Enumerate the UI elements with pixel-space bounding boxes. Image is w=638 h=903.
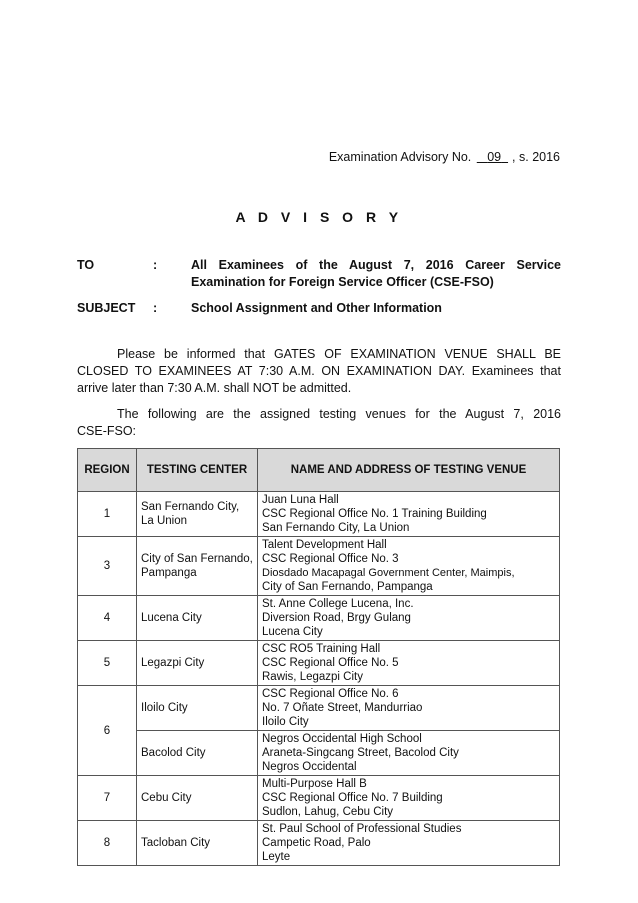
document-title: A D V I S O R Y (235, 209, 403, 225)
cell-line: Lucena City (262, 626, 323, 638)
region-cell: 5 (78, 641, 137, 686)
header-venue: NAME AND ADDRESS OF TESTING VENUE (258, 449, 560, 492)
to-line-2: Examination for Foreign Service Officer (CSE-FSO) (191, 275, 494, 289)
cell-line: Multi-Purpose Hall B (262, 778, 367, 790)
region-cell: 4 (78, 596, 137, 641)
cell-line: San Fernando City, (141, 501, 240, 513)
region-cell: 1 (78, 492, 137, 537)
table-row (78, 731, 560, 776)
cell-line: CSC Regional Office No. 7 Building (262, 792, 443, 804)
subject-label: SUBJECT (77, 301, 136, 315)
cell-line: Negros Occidental (262, 761, 357, 773)
testing-venues-table (77, 448, 560, 866)
advisory-number-line (329, 150, 560, 164)
cell-line: St. Anne College Lucena, Inc. (262, 598, 414, 610)
testing-center-cell (137, 537, 258, 596)
advisory-number: 09 (487, 150, 502, 164)
testing-center-cell (137, 821, 258, 866)
testing-center-cell (137, 641, 258, 686)
gate-closing-paragraph (77, 346, 561, 397)
cell-line: CSC RO5 Training Hall (262, 643, 381, 655)
table-row (78, 596, 560, 641)
testing-center-cell (137, 731, 258, 776)
table-row (78, 686, 560, 731)
testing-center-cell (137, 596, 258, 641)
region-cell: 8 (78, 821, 137, 866)
cell-line: Iloilo City (262, 716, 309, 728)
cell-line: City of San Fernando, Pampanga (262, 581, 433, 593)
cell-line: No. 7 Oñate Street, Mandurriao (262, 702, 423, 714)
testing-center-cell (137, 686, 258, 731)
table-row (78, 492, 560, 537)
venue-cell (258, 641, 560, 686)
cell-line: Juan Luna Hall (262, 494, 339, 506)
cell-line: Talent Development Hall (262, 539, 387, 551)
header-testing-center: TESTING CENTER (137, 449, 258, 492)
cell-line: La Union (141, 515, 188, 527)
cell-line: Lucena City (141, 612, 202, 624)
paragraph-line: The following are the assigned testing venues for the August 7, 2016 (117, 407, 561, 421)
to-value (191, 257, 561, 291)
venue-cell (258, 686, 560, 731)
paragraph-line: arrive later than 7:30 A.M. shall NOT be admitted. (77, 381, 352, 395)
table-row (78, 821, 560, 866)
cell-line: Rawis, Legazpi City (262, 671, 363, 683)
table-row (78, 776, 560, 821)
cell-line: Pampanga (141, 567, 197, 579)
table-row (78, 537, 560, 596)
cell-line: CSC Regional Office No. 5 (262, 657, 399, 669)
cell-line: Campetic Road, Palo (262, 837, 371, 849)
cell-line: CSC Regional Office No. 6 (262, 688, 399, 700)
cell-line: CSC Regional Office No. 3 (262, 553, 399, 565)
advisory-prefix: Examination Advisory No. (328, 150, 472, 164)
cell-line: City of San Fernando, (141, 553, 253, 565)
venue-cell (258, 596, 560, 641)
venue-cell (258, 821, 560, 866)
cell-line: St. Paul School of Professional Studies (262, 823, 462, 835)
cell-line: Bacolod City (141, 747, 206, 759)
subject-colon: : (153, 301, 158, 315)
cell-line: Sudlon, Lahug, Cebu City (262, 806, 394, 818)
venues-intro-paragraph (77, 406, 561, 440)
testing-center-cell (137, 492, 258, 537)
venue-cell (258, 731, 560, 776)
paragraph-line: CLOSED TO EXAMINEES AT 7:30 A.M. ON EXAMINATION DAY. Examinees that (77, 364, 561, 378)
cell-line: Legazpi City (141, 657, 205, 669)
cell-line: Negros Occidental High School (262, 733, 422, 745)
cell-line: Leyte (262, 851, 291, 863)
cell-line: Cebu City (141, 792, 192, 804)
venue-cell (258, 492, 560, 537)
advisory-suffix: , s. 2016 (512, 150, 560, 164)
region-cell: 6 (78, 686, 137, 776)
testing-center-cell (137, 776, 258, 821)
cell-line: Diversion Road, Brgy Gulang (262, 612, 411, 624)
subject-value: School Assignment and Other Information (191, 301, 442, 315)
venue-cell (258, 537, 560, 596)
paragraph-line: CSE-FSO: (77, 424, 137, 438)
header-region: REGION (78, 449, 137, 492)
venue-cell (258, 776, 560, 821)
cell-line: San Fernando City, La Union (262, 522, 410, 534)
region-cell: 3 (78, 537, 137, 596)
cell-line: Tacloban City (141, 837, 211, 849)
cell-line: CSC Regional Office No. 1 Training Building (262, 508, 487, 520)
to-colon: : (153, 258, 158, 272)
table-row (78, 641, 560, 686)
to-label: TO (77, 258, 95, 272)
to-line-1: All Examinees of the August 7, 2016 Career Service (191, 258, 561, 272)
cell-line: Araneta-Singcang Street, Bacolod City (262, 747, 459, 759)
cell-line: Iloilo City (141, 702, 188, 714)
paragraph-line: Please be informed that GATES OF EXAMINATION VENUE SHALL BE (117, 347, 561, 361)
table-header-row (78, 449, 560, 492)
region-cell: 7 (78, 776, 137, 821)
cell-line: Diosdado Macapagal Government Center, Maimpis, (262, 567, 515, 579)
